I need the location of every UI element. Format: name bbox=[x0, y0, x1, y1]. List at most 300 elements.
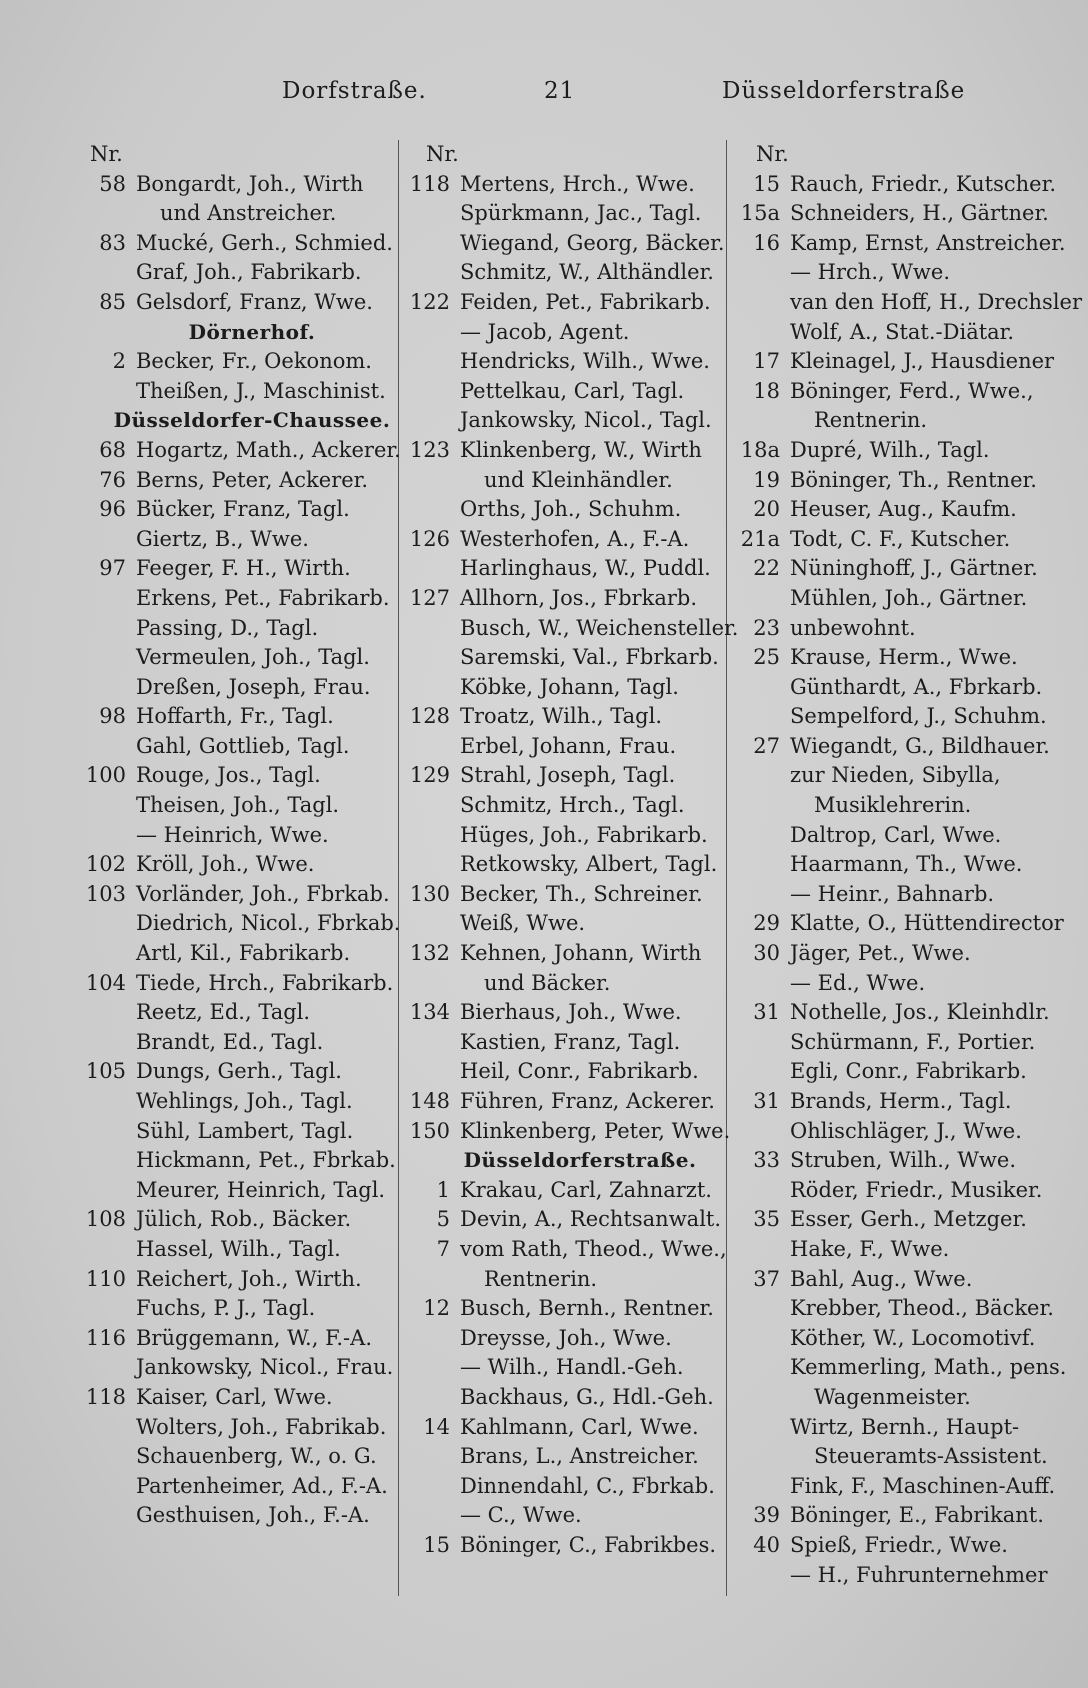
house-number: 15a bbox=[740, 201, 780, 226]
directory-entry bbox=[730, 258, 1060, 288]
resident-entry: Klinkenberg, W., Wirth bbox=[460, 437, 702, 462]
house-number: 7 bbox=[436, 1236, 450, 1261]
directory-entry bbox=[64, 614, 400, 644]
directory-entry bbox=[64, 1353, 400, 1383]
house-number: 122 bbox=[409, 289, 450, 314]
resident-entry: Theißen, J., Maschinist. bbox=[136, 378, 386, 403]
resident-entry: Rentnerin. bbox=[814, 408, 928, 433]
house-number: 105 bbox=[85, 1059, 126, 1084]
directory-entry bbox=[400, 939, 720, 969]
house-number: 40 bbox=[753, 1532, 780, 1557]
directory-entry bbox=[400, 1501, 720, 1531]
resident-entry: Daltrop, Carl, Wwe. bbox=[790, 822, 1002, 847]
directory-entry bbox=[730, 702, 1060, 732]
resident-entry: Gesthuisen, Joh., F.-A. bbox=[136, 1503, 370, 1528]
house-number: 96 bbox=[99, 497, 126, 522]
resident-entry: Böninger, Ferd., Wwe., bbox=[790, 378, 1034, 403]
resident-entry: Böninger, Th., Rentner. bbox=[790, 467, 1037, 492]
directory-entry bbox=[730, 1294, 1060, 1324]
directory-entry bbox=[64, 998, 400, 1028]
directory-entry bbox=[730, 1561, 1060, 1591]
resident-entry: Gelsdorf, Franz, Wwe. bbox=[136, 289, 373, 314]
directory-entry bbox=[64, 229, 400, 259]
resident-entry: Busch, Bernh., Rentner. bbox=[460, 1296, 714, 1321]
resident-entry: Meurer, Heinrich, Tagl. bbox=[136, 1177, 386, 1202]
house-number: 30 bbox=[753, 941, 780, 966]
resident-entry: Nothelle, Jos., Kleinhdlr. bbox=[790, 1000, 1050, 1025]
directory-entry bbox=[64, 288, 400, 318]
directory-entry bbox=[400, 969, 720, 999]
directory-entry bbox=[400, 347, 720, 377]
resident-entry: Erkens, Pet., Fabrikarb. bbox=[136, 585, 390, 610]
house-number: 12 bbox=[423, 1296, 450, 1321]
directory-entry bbox=[400, 1265, 720, 1295]
directory-entry bbox=[730, 170, 1060, 200]
house-number: 126 bbox=[409, 526, 450, 551]
house-number: 97 bbox=[99, 556, 126, 581]
resident-entry: und Anstreicher. bbox=[160, 201, 337, 226]
directory-entry bbox=[730, 1501, 1060, 1531]
resident-entry: Diedrich, Nicol., Fbrkab. bbox=[136, 911, 401, 936]
house-number: 116 bbox=[85, 1325, 126, 1350]
resident-entry: Theisen, Joh., Tagl. bbox=[136, 793, 340, 818]
directory-entry bbox=[730, 406, 1060, 436]
directory-entry bbox=[64, 673, 400, 703]
street-heading bbox=[64, 406, 400, 436]
house-number: 25 bbox=[753, 645, 780, 670]
resident-entry: Steueramts-Assistent. bbox=[814, 1444, 1048, 1469]
resident-entry: Weiß, Wwe. bbox=[460, 911, 586, 936]
house-number: 68 bbox=[99, 437, 126, 462]
page-number: 21 bbox=[544, 78, 576, 104]
directory-entry bbox=[64, 1235, 400, 1265]
resident-entry: Retkowsky, Albert, Tagl. bbox=[460, 852, 718, 877]
directory-entry bbox=[400, 1176, 720, 1206]
resident-entry: Wagenmeister. bbox=[814, 1384, 971, 1409]
house-number: 76 bbox=[99, 467, 126, 492]
resident-entry: Hendricks, Wilh., Wwe. bbox=[460, 349, 710, 374]
directory-entry bbox=[64, 850, 400, 880]
directory-entry bbox=[400, 1205, 720, 1235]
house-number: 35 bbox=[753, 1207, 780, 1232]
directory-entry bbox=[400, 1235, 727, 1265]
house-number: 31 bbox=[753, 1089, 780, 1113]
resident-entry: Fink, F., Maschinen-Auff. bbox=[790, 1473, 1056, 1498]
column-divider bbox=[726, 140, 727, 1596]
directory-entry bbox=[64, 1501, 400, 1531]
directory-entry bbox=[64, 1413, 400, 1443]
directory-entry bbox=[64, 643, 400, 673]
directory-entry bbox=[730, 377, 1060, 407]
resident-entry: Führen, Franz, Ackerer. bbox=[460, 1089, 715, 1113]
directory-entry bbox=[64, 199, 400, 229]
directory-entry bbox=[400, 761, 720, 791]
directory-entry bbox=[400, 1117, 731, 1147]
resident-entry: — H., Fuhrunternehmer bbox=[790, 1562, 1048, 1587]
resident-entry: Köbke, Johann, Tagl. bbox=[460, 674, 679, 699]
directory-entry bbox=[64, 1176, 400, 1206]
resident-entry: Reetz, Ed., Tagl. bbox=[136, 1000, 311, 1025]
resident-entry: Spieß, Friedr., Wwe. bbox=[790, 1532, 1008, 1557]
directory-entry bbox=[64, 347, 400, 377]
directory-entry bbox=[400, 525, 720, 555]
directory-entry bbox=[730, 1442, 1060, 1472]
directory-entry bbox=[400, 998, 720, 1028]
resident-entry: Graf, Joh., Fabrikarb. bbox=[136, 260, 362, 285]
resident-entry: Jankowsky, Nicol., Frau. bbox=[136, 1355, 394, 1380]
resident-entry: Rentnerin. bbox=[484, 1266, 598, 1291]
resident-entry: Saremski, Val., Fbrkarb. bbox=[460, 645, 719, 670]
header-right: Düsseldorferstraße bbox=[722, 78, 966, 104]
resident-entry: Heuser, Aug., Kaufm. bbox=[790, 497, 1017, 522]
directory-entry bbox=[730, 821, 1060, 851]
directory-entry bbox=[730, 1028, 1060, 1058]
house-number: 108 bbox=[85, 1207, 126, 1232]
column-number-label-text: Nr. bbox=[756, 142, 789, 166]
directory-entry bbox=[730, 1324, 1060, 1354]
resident-entry: Klinkenberg, Peter, Wwe. bbox=[460, 1118, 731, 1143]
resident-entry: — Jacob, Agent. bbox=[460, 319, 630, 344]
house-number: 134 bbox=[409, 1000, 450, 1025]
resident-entry: Haarmann, Th., Wwe. bbox=[790, 852, 1023, 877]
house-number: 19 bbox=[753, 467, 780, 492]
directory-entry bbox=[730, 1353, 1067, 1383]
resident-entry: Schneiders, H., Gärtner. bbox=[790, 201, 1049, 226]
directory-entry bbox=[400, 673, 720, 703]
resident-entry: Kleinagel, J., Hausdiener bbox=[790, 349, 1055, 374]
house-number: 98 bbox=[99, 704, 126, 729]
resident-entry: Röder, Friedr., Musiker. bbox=[790, 1177, 1043, 1202]
directory-entry bbox=[64, 1294, 400, 1324]
directory-entry bbox=[730, 1057, 1060, 1087]
resident-entry: Musiklehrerin. bbox=[814, 793, 972, 818]
resident-entry: Rauch, Friedr., Kutscher. bbox=[790, 171, 1057, 196]
directory-entry bbox=[64, 554, 400, 584]
resident-entry: zur Nieden, Sibylla, bbox=[790, 763, 1001, 788]
house-number: 18a bbox=[740, 437, 780, 462]
resident-entry: Vorländer, Joh., Fbrkab. bbox=[136, 881, 390, 906]
street-heading-text: Düsseldorfer-Chaussee. bbox=[113, 408, 391, 433]
directory-entry bbox=[730, 1176, 1060, 1206]
resident-entry: Brans, L., Anstreicher. bbox=[460, 1444, 699, 1469]
resident-entry: Hogartz, Math., Ackerer. bbox=[136, 437, 401, 462]
resident-entry: Giertz, B., Wwe. bbox=[136, 526, 309, 551]
directory-entry bbox=[730, 998, 1060, 1028]
directory-entry bbox=[64, 761, 400, 791]
resident-entry: Partenheimer, Ad., F.-A. bbox=[136, 1473, 388, 1498]
directory-entry bbox=[400, 495, 720, 525]
directory-entry bbox=[400, 1294, 720, 1324]
resident-entry: Krakau, Carl, Zahnarzt. bbox=[460, 1177, 712, 1202]
house-number: 118 bbox=[409, 171, 450, 196]
directory-entry bbox=[400, 584, 720, 614]
resident-entry: Strahl, Joseph, Tagl. bbox=[460, 763, 676, 788]
column-number-label bbox=[400, 140, 720, 170]
directory-entry bbox=[64, 258, 400, 288]
directory-entry bbox=[400, 229, 725, 259]
resident-entry: — Heinrich, Wwe. bbox=[136, 822, 329, 847]
directory-entry bbox=[400, 1442, 720, 1472]
street-heading-text: Dörnerhof. bbox=[188, 319, 316, 344]
house-number: 127 bbox=[409, 585, 450, 610]
directory-entry bbox=[400, 1028, 720, 1058]
resident-entry: Jülich, Rob., Bäcker. bbox=[136, 1207, 352, 1232]
resident-entry: Egli, Conr., Fabrikarb. bbox=[790, 1059, 1027, 1084]
house-number: 150 bbox=[409, 1118, 450, 1143]
resident-entry: Brüggemann, W., F.-A. bbox=[136, 1325, 372, 1350]
resident-entry: Wolf, A., Stat.-Diätar. bbox=[790, 319, 1015, 344]
directory-entry bbox=[730, 1205, 1060, 1235]
resident-entry: Schauenberg, W., o. G. bbox=[136, 1444, 377, 1469]
resident-entry: und Kleinhändler. bbox=[484, 467, 673, 492]
directory-entry bbox=[400, 1472, 720, 1502]
directory-entry bbox=[730, 229, 1066, 259]
directory-entry bbox=[730, 1265, 1060, 1295]
resident-entry: Hassel, Wilh., Tagl. bbox=[136, 1236, 341, 1261]
house-number: 27 bbox=[753, 733, 780, 758]
directory-entry bbox=[730, 909, 1064, 939]
directory-entry bbox=[730, 850, 1060, 880]
directory-entry bbox=[400, 170, 720, 200]
directory-entry bbox=[64, 1324, 400, 1354]
directory-entry bbox=[730, 673, 1060, 703]
resident-entry: Krebber, Theod., Bäcker. bbox=[790, 1296, 1054, 1321]
resident-entry: Dinnendahl, C., Fbrkab. bbox=[460, 1473, 715, 1498]
resident-entry: Kröll, Joh., Wwe. bbox=[136, 852, 315, 877]
directory-entry bbox=[400, 466, 720, 496]
house-number: 128 bbox=[409, 704, 450, 729]
directory-entry bbox=[64, 939, 400, 969]
resident-entry: Orths, Joh., Schuhm. bbox=[460, 497, 682, 522]
resident-entry: Feeger, F. H., Wirth. bbox=[136, 556, 351, 581]
house-number: 100 bbox=[85, 763, 126, 788]
resident-entry: Todt, C. F., Kutscher. bbox=[790, 526, 1011, 551]
resident-entry: vom Rath, Theod., Wwe., bbox=[460, 1236, 727, 1261]
house-number: 5 bbox=[436, 1207, 450, 1232]
street-heading bbox=[64, 318, 400, 348]
directory-entry bbox=[400, 1087, 720, 1117]
directory-entry bbox=[400, 732, 720, 762]
resident-entry: Bücker, Franz, Tagl. bbox=[136, 497, 350, 522]
directory-entry bbox=[400, 377, 720, 407]
house-number: 20 bbox=[753, 497, 780, 522]
directory-entry bbox=[64, 1205, 400, 1235]
directory-entry bbox=[64, 821, 400, 851]
street-heading-text: Düsseldorferstraße. bbox=[463, 1148, 697, 1173]
directory-entry bbox=[730, 1087, 1060, 1117]
column-number-label bbox=[64, 140, 400, 170]
house-number: 23 bbox=[753, 615, 780, 640]
house-number: 31 bbox=[753, 1000, 780, 1025]
resident-entry: Sempelford, J., Schuhm. bbox=[790, 704, 1047, 729]
resident-entry: — Hrch., Wwe. bbox=[790, 260, 951, 285]
resident-entry: Dungs, Gerh., Tagl. bbox=[136, 1059, 342, 1084]
house-number: 130 bbox=[409, 881, 450, 906]
directory-entry bbox=[400, 258, 720, 288]
resident-entry: Vermeulen, Joh., Tagl. bbox=[136, 645, 370, 670]
resident-entry: Devin, A., Rechtsanwalt. bbox=[460, 1207, 722, 1232]
house-number: 18 bbox=[753, 378, 780, 403]
house-number: 33 bbox=[753, 1148, 780, 1173]
resident-entry: Jäger, Pet., Wwe. bbox=[790, 941, 971, 966]
house-number: 17 bbox=[753, 349, 780, 374]
resident-entry: Kemmerling, Math., pens. bbox=[790, 1355, 1067, 1380]
resident-entry: Pettelkau, Carl, Tagl. bbox=[460, 378, 685, 403]
directory-entry bbox=[730, 1235, 1060, 1265]
house-number: 1 bbox=[436, 1177, 450, 1202]
resident-entry: Backhaus, G., Hdl.-Geh. bbox=[460, 1384, 714, 1409]
resident-entry: Wirtz, Bernh., Haupt- bbox=[790, 1414, 1020, 1439]
resident-entry: Tiede, Hrch., Fabrikarb. bbox=[136, 970, 394, 995]
directory-entry bbox=[64, 1442, 400, 1472]
directory-entry bbox=[730, 969, 1060, 999]
resident-entry: Busch, W., Weichensteller. bbox=[460, 615, 739, 640]
resident-entry: Bierhaus, Joh., Wwe. bbox=[460, 1000, 682, 1025]
directory-entry bbox=[64, 495, 400, 525]
house-number: 123 bbox=[409, 437, 450, 462]
directory-entry bbox=[730, 1117, 1060, 1147]
resident-entry: Hake, F., Wwe. bbox=[790, 1236, 950, 1261]
directory-entry bbox=[730, 1472, 1060, 1502]
directory-entry bbox=[400, 850, 720, 880]
directory-entry bbox=[64, 1087, 400, 1117]
directory-entry bbox=[400, 880, 720, 910]
directory-entry bbox=[400, 909, 720, 939]
directory-entry bbox=[730, 554, 1060, 584]
directory-entry bbox=[730, 614, 1060, 644]
house-number: 83 bbox=[99, 230, 126, 255]
house-number: 148 bbox=[409, 1089, 450, 1113]
directory-entry bbox=[730, 643, 1060, 673]
resident-entry: Kehnen, Johann, Wirth bbox=[460, 941, 702, 966]
column-1 bbox=[64, 140, 400, 1620]
directory-entry bbox=[730, 199, 1060, 229]
resident-entry: Kamp, Ernst, Anstreicher. bbox=[790, 230, 1066, 255]
house-number: 129 bbox=[409, 763, 450, 788]
header-left: Dorfstraße. bbox=[282, 78, 427, 104]
column-number-label-text: Nr. bbox=[90, 142, 123, 166]
resident-entry: Feiden, Pet., Fabrikarb. bbox=[460, 289, 711, 314]
directory-entry bbox=[64, 1383, 400, 1413]
resident-entry: Troatz, Wilh., Tagl. bbox=[460, 704, 662, 729]
directory-entry bbox=[400, 1531, 720, 1561]
directory-entry bbox=[730, 525, 1060, 555]
directory-entry bbox=[64, 525, 400, 555]
house-number: 15 bbox=[753, 171, 780, 196]
resident-entry: Dupré, Wilh., Tagl. bbox=[790, 437, 990, 462]
house-number: 29 bbox=[753, 911, 780, 936]
resident-entry: Berns, Peter, Ackerer. bbox=[136, 467, 369, 492]
directory-entry bbox=[400, 1057, 720, 1087]
resident-entry: Heil, Conr., Fabrikarb. bbox=[460, 1059, 699, 1084]
directory-entry bbox=[730, 732, 1060, 762]
column-2 bbox=[400, 140, 739, 1620]
resident-entry: — Heinr., Bahnarb. bbox=[790, 881, 995, 906]
resident-entry: Becker, Th., Schreiner. bbox=[460, 881, 703, 906]
directory-entry bbox=[64, 1117, 400, 1147]
resident-entry: Wolters, Joh., Fabrikab. bbox=[136, 1414, 387, 1439]
resident-entry: Artl, Kil., Fabrikarb. bbox=[136, 941, 351, 966]
directory-entry bbox=[64, 880, 400, 910]
column-3 bbox=[730, 140, 1083, 1620]
resident-entry: Reichert, Joh., Wirth. bbox=[136, 1266, 362, 1291]
house-number: 132 bbox=[409, 941, 450, 966]
resident-entry: Esser, Gerh., Metzger. bbox=[790, 1207, 1027, 1232]
resident-entry: Bongardt, Joh., Wirth bbox=[136, 171, 364, 196]
resident-entry: — Ed., Wwe. bbox=[790, 970, 926, 995]
directory-entry bbox=[730, 584, 1060, 614]
resident-entry: van den Hoff, H., Drechsler bbox=[790, 289, 1083, 314]
resident-entry: Hoffarth, Fr., Tagl. bbox=[136, 704, 334, 729]
resident-entry: Harlinghaus, W., Puddl. bbox=[460, 556, 711, 581]
house-number: 39 bbox=[753, 1503, 780, 1528]
directory-entry bbox=[64, 1472, 400, 1502]
resident-entry: Jankowsky, Nicol., Tagl. bbox=[460, 408, 712, 433]
resident-entry: Allhorn, Jos., Fbrkarb. bbox=[460, 585, 697, 610]
resident-entry: Spürkmann, Jac., Tagl. bbox=[460, 201, 702, 226]
resident-entry: Brandt, Ed., Tagl. bbox=[136, 1029, 324, 1054]
directory-entry bbox=[64, 732, 400, 762]
directory-entry bbox=[64, 909, 400, 939]
resident-entry: Mühlen, Joh., Gärtner. bbox=[790, 585, 1028, 610]
resident-entry: Wiegandt, G., Bildhauer. bbox=[790, 733, 1050, 758]
house-number: 21a bbox=[740, 526, 780, 551]
page-header bbox=[0, 78, 1088, 114]
resident-entry: Krause, Herm., Wwe. bbox=[790, 645, 1018, 670]
resident-entry: Kahlmann, Carl, Wwe. bbox=[460, 1414, 699, 1439]
directory-entry bbox=[400, 288, 720, 318]
resident-entry: Hüges, Joh., Fabrikarb. bbox=[460, 822, 708, 847]
directory-entry bbox=[400, 1353, 720, 1383]
directory-entry bbox=[730, 1383, 1060, 1413]
resident-entry: Nüninghoff, J., Gärtner. bbox=[790, 556, 1038, 581]
directory-entry bbox=[400, 821, 720, 851]
resident-entry: Böninger, E., Fabrikant. bbox=[790, 1503, 1044, 1528]
directory-entry bbox=[64, 584, 400, 614]
directory-entry bbox=[730, 939, 1060, 969]
directory-entry bbox=[730, 436, 1060, 466]
directory-entry bbox=[64, 170, 400, 200]
resident-entry: Dreysse, Joh., Wwe. bbox=[460, 1325, 672, 1350]
directory-entry bbox=[730, 466, 1060, 496]
directory-entry bbox=[730, 347, 1060, 377]
resident-entry: Rouge, Jos., Tagl. bbox=[136, 763, 321, 788]
directory-entry bbox=[730, 1531, 1060, 1561]
resident-entry: Hickmann, Pet., Fbrkab. bbox=[136, 1148, 396, 1173]
column-number-label bbox=[730, 140, 1060, 170]
resident-entry: Schürmann, F., Portier. bbox=[790, 1029, 1036, 1054]
directory-entry bbox=[64, 791, 400, 821]
resident-entry: Dreßen, Joseph, Frau. bbox=[136, 674, 371, 699]
resident-entry: Gahl, Gottlieb, Tagl. bbox=[136, 733, 350, 758]
resident-entry: — Wilh., Handl.-Geh. bbox=[460, 1355, 684, 1380]
directory-entry bbox=[400, 614, 739, 644]
directory-entry bbox=[400, 1324, 720, 1354]
house-number: 118 bbox=[85, 1384, 126, 1409]
directory-entry bbox=[730, 318, 1060, 348]
resident-entry: Kaiser, Carl, Wwe. bbox=[136, 1384, 333, 1409]
resident-entry: Struben, Wilh., Wwe. bbox=[790, 1148, 1016, 1173]
resident-entry: Böninger, C., Fabrikbes. bbox=[460, 1532, 717, 1557]
resident-entry: und Bäcker. bbox=[484, 970, 611, 995]
directory-entry bbox=[730, 495, 1060, 525]
directory-entry bbox=[400, 406, 720, 436]
resident-entry: Ohlischläger, J., Wwe. bbox=[790, 1118, 1022, 1143]
resident-entry: Brands, Herm., Tagl. bbox=[790, 1089, 1012, 1113]
house-number: 102 bbox=[85, 852, 126, 877]
directory-entry bbox=[64, 702, 400, 732]
resident-entry: Passing, D., Tagl. bbox=[136, 615, 319, 640]
